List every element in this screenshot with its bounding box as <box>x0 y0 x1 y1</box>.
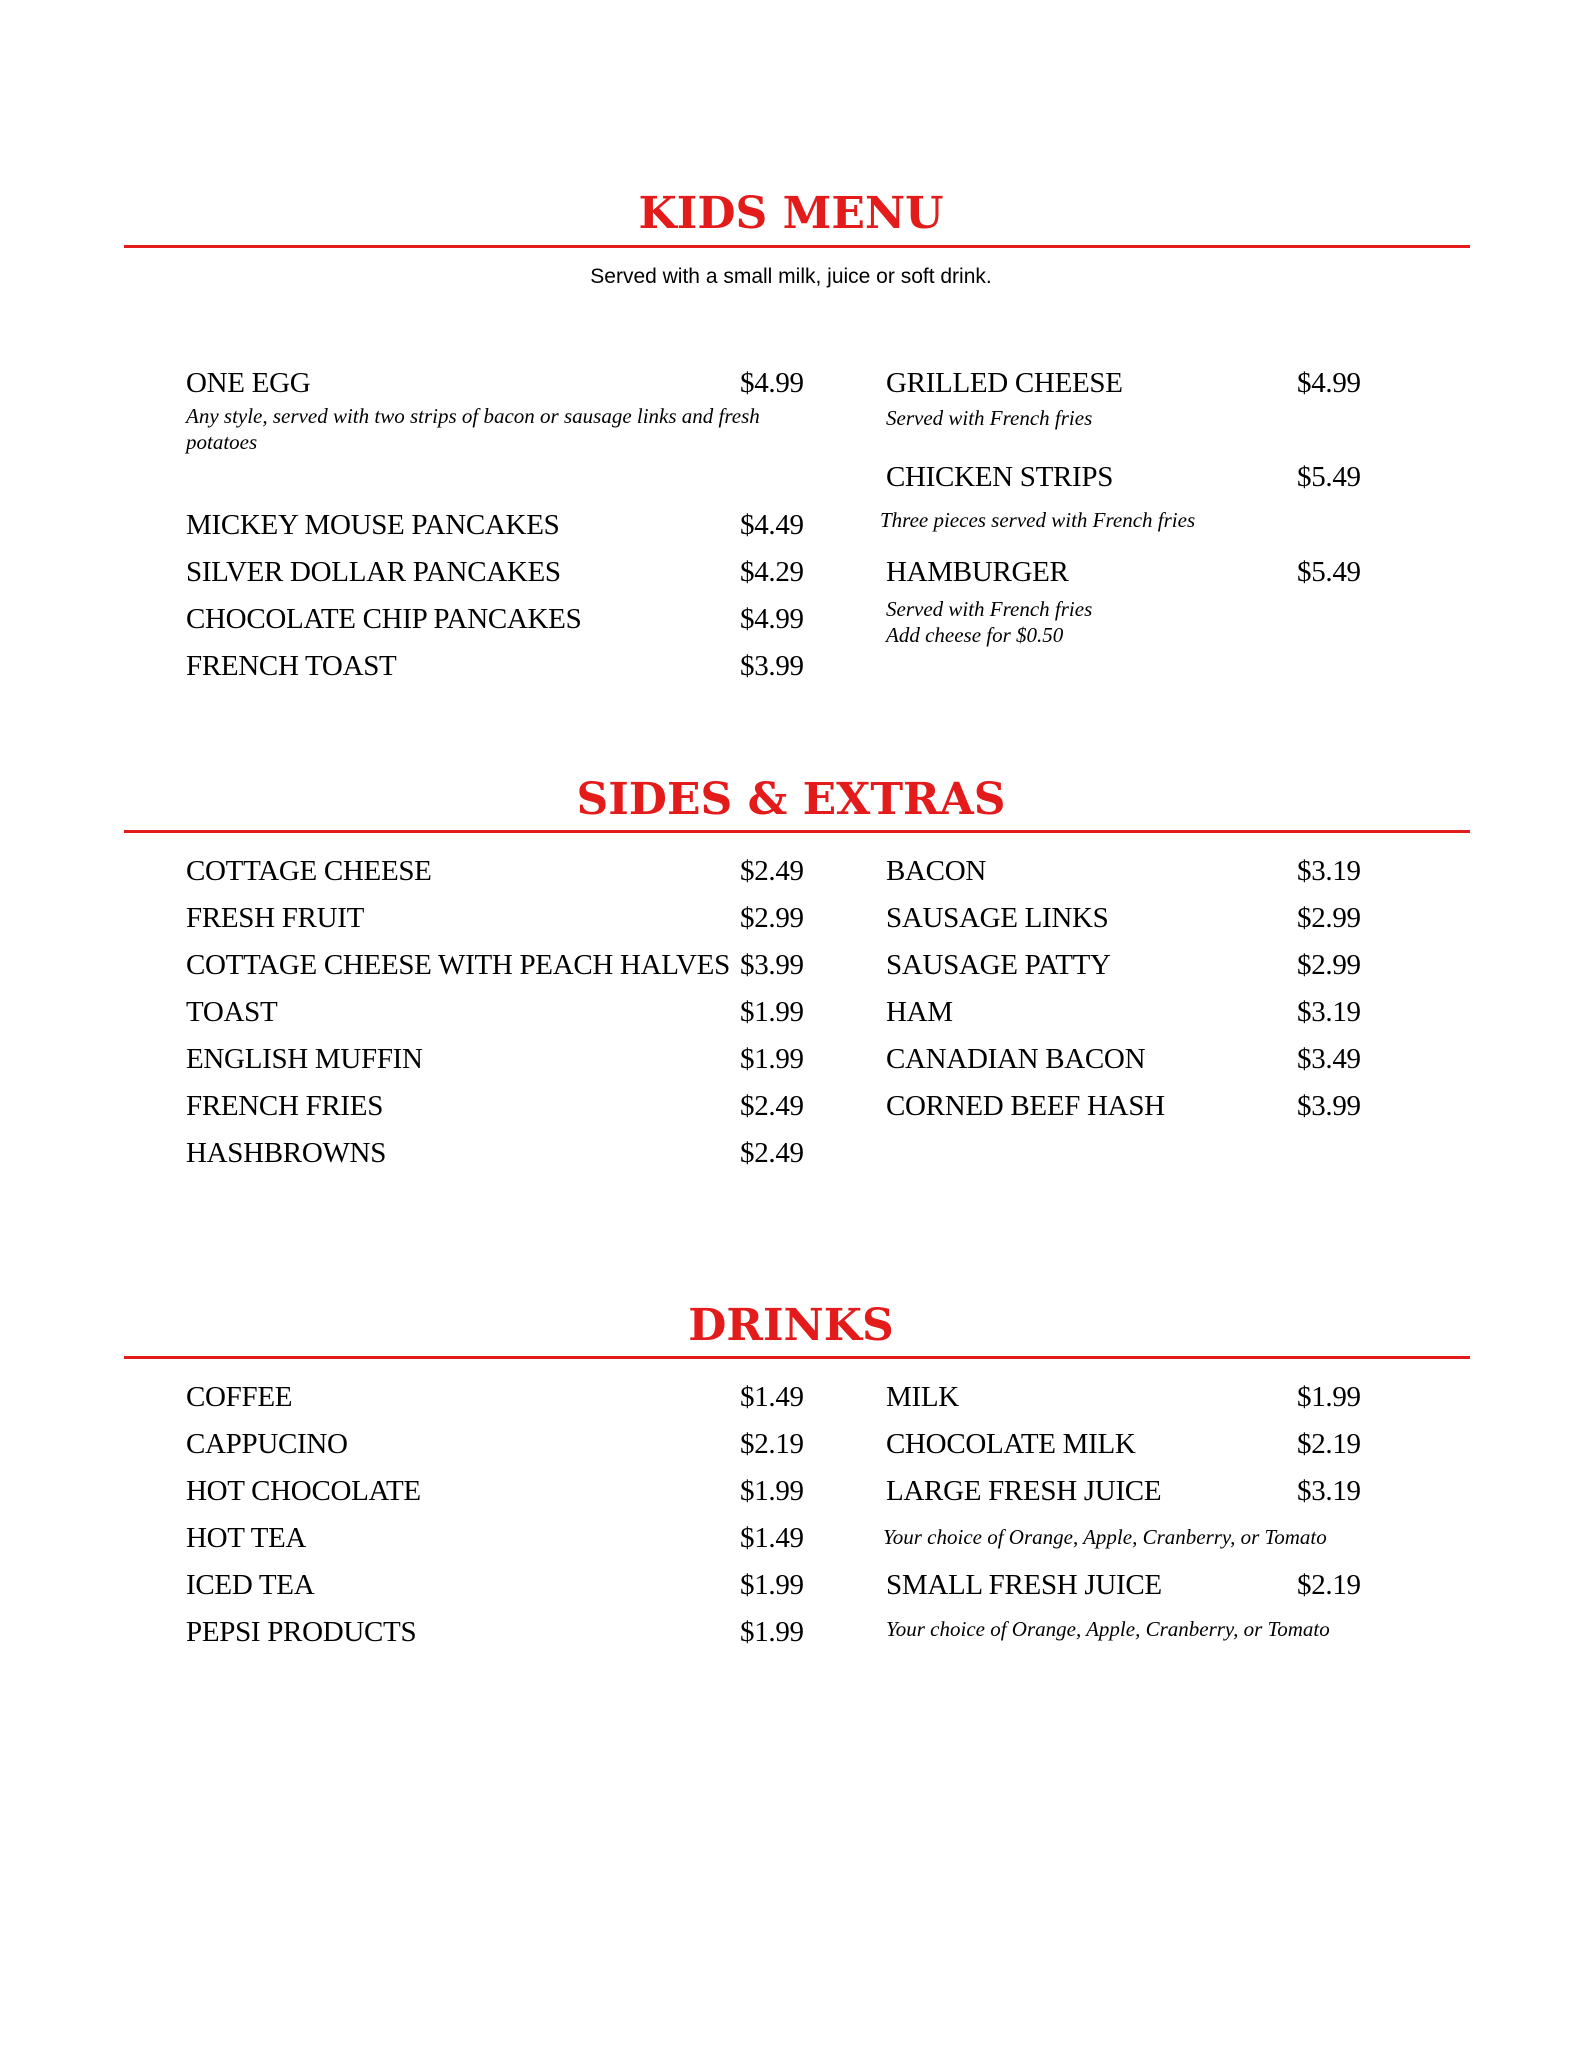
menu-item-price: $3.19 <box>1297 996 1361 1028</box>
menu-item-name: LARGE FRESH JUICE <box>886 1475 1162 1507</box>
menu-item-name: HOT TEA <box>186 1522 307 1554</box>
menu-item-name: CANADIAN BACON <box>886 1043 1146 1075</box>
menu-item-price: $2.99 <box>1297 902 1361 934</box>
menu-item-price: $3.19 <box>1297 1475 1361 1507</box>
menu-item-name: ONE EGG <box>186 367 311 399</box>
menu-item-name: FRENCH FRIES <box>186 1090 384 1122</box>
menu-item-price: $1.99 <box>1297 1381 1361 1413</box>
menu-item-description: Three pieces served with French fries <box>880 508 1196 532</box>
menu-item-price: $5.49 <box>1297 556 1361 588</box>
menu-item-price: $4.49 <box>740 509 804 541</box>
menu-item-price: $1.49 <box>740 1522 804 1554</box>
menu-item-name: GRILLED CHEESE <box>886 367 1123 399</box>
menu-item-price: $2.99 <box>740 902 804 934</box>
menu-item-description: Any style, served with two strips of bacon or sausage links and fresh potatoes <box>186 404 760 454</box>
menu-item-price: $1.99 <box>740 1616 804 1648</box>
menu-item-price: $2.49 <box>740 855 804 887</box>
sides-title: SIDES & EXTRAS <box>576 774 1006 825</box>
menu-item-price: $3.99 <box>740 650 804 682</box>
menu-item-name: CHOCOLATE MILK <box>886 1428 1136 1460</box>
menu-item-name: COTTAGE CHEESE WITH PEACH HALVES <box>186 949 730 981</box>
menu-item-price: $2.49 <box>740 1137 804 1169</box>
menu-item-name: CHICKEN STRIPS <box>886 461 1114 493</box>
menu-item-description: Served with French fries <box>886 597 1093 621</box>
menu-item-name: CORNED BEEF HASH <box>886 1090 1165 1122</box>
menu-item-price: $3.19 <box>1297 855 1361 887</box>
menu-item-name: TOAST <box>186 996 278 1028</box>
menu-item-price: $3.99 <box>740 949 804 981</box>
drinks-title: DRINKS <box>688 1300 894 1351</box>
menu-item-price: $3.99 <box>1297 1090 1361 1122</box>
menu-item-price: $5.49 <box>1297 461 1361 493</box>
menu-item-name: ENGLISH MUFFIN <box>186 1043 423 1075</box>
menu-item-price: $2.19 <box>1297 1428 1361 1460</box>
drinks-divider <box>124 1356 1470 1359</box>
menu-item-name: SILVER DOLLAR PANCAKES <box>186 556 561 588</box>
menu-item-name: HAMBURGER <box>886 556 1069 588</box>
menu-item-price: $1.49 <box>740 1381 804 1413</box>
menu-item-name: PEPSI PRODUCTS <box>186 1616 417 1648</box>
menu-item-price: $4.99 <box>740 603 804 635</box>
menu-item-price: $4.99 <box>740 367 804 399</box>
menu-item-price: $2.99 <box>1297 949 1361 981</box>
menu-item-price: $2.19 <box>740 1428 804 1460</box>
menu-item-description: Your choice of Orange, Apple, Cranberry, or Tomato <box>883 1525 1327 1549</box>
menu-item-name: SMALL FRESH JUICE <box>886 1569 1162 1601</box>
menu-item-price: $4.99 <box>1297 367 1361 399</box>
menu-item-name: MILK <box>886 1381 959 1413</box>
menu-item-price: $1.99 <box>740 1475 804 1507</box>
menu-item-price: $2.19 <box>1297 1569 1361 1601</box>
menu-item-description: Your choice of Orange, Apple, Cranberry, or Tomato <box>886 1617 1330 1641</box>
menu-item-name: FRESH FRUIT <box>186 902 364 934</box>
sides-divider <box>124 830 1470 833</box>
menu-item-price: $4.29 <box>740 556 804 588</box>
menu-item-name: HASHBROWNS <box>186 1137 387 1169</box>
menu-item-price: $1.99 <box>740 1043 804 1075</box>
menu-item-name: HOT CHOCOLATE <box>186 1475 421 1507</box>
menu-item-name: FRENCH TOAST <box>186 650 397 682</box>
menu-item-description: Served with French fries <box>886 406 1093 430</box>
menu-item-name: ICED TEA <box>186 1569 315 1601</box>
menu-item-name: HAM <box>886 996 953 1028</box>
menu-item-description: Add cheese for $0.50 <box>886 623 1064 647</box>
menu-item-name: SAUSAGE PATTY <box>886 949 1111 981</box>
menu-item-price: $1.99 <box>740 996 804 1028</box>
menu-item-name: BACON <box>886 855 987 887</box>
menu-item-name: MICKEY MOUSE PANCAKES <box>186 509 560 541</box>
menu-item-name: SAUSAGE LINKS <box>886 902 1109 934</box>
menu-item-name: CAPPUCINO <box>186 1428 348 1460</box>
menu-item-price: $1.99 <box>740 1569 804 1601</box>
kids-menu-intro: Served with a small milk, juice or soft drink. <box>590 265 992 288</box>
menu-item-name: COTTAGE CHEESE <box>186 855 432 887</box>
kids-menu-divider <box>124 245 1470 248</box>
kids-menu-title: KIDS MENU <box>638 188 944 239</box>
menu-item-price: $3.49 <box>1297 1043 1361 1075</box>
menu-item-price: $2.49 <box>740 1090 804 1122</box>
menu-item-name: CHOCOLATE CHIP PANCAKES <box>186 603 582 635</box>
menu-item-name: COFFEE <box>186 1381 293 1413</box>
